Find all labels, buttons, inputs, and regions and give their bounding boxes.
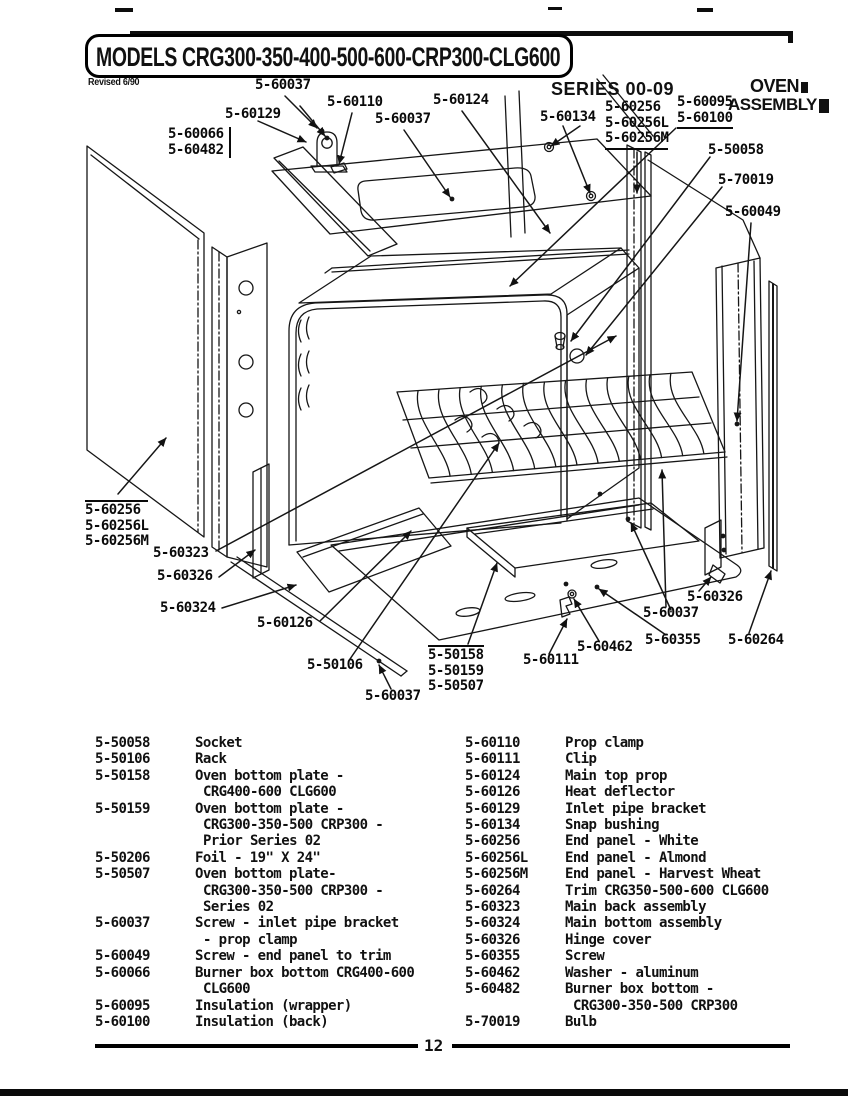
part-callout-line: 5-60326 xyxy=(157,568,213,584)
part-callout-line: 5-60100 xyxy=(677,109,733,126)
part-description: Washer - aluminum xyxy=(565,964,699,981)
part-description-continued: Prior Series 02 xyxy=(203,833,321,850)
leader-line xyxy=(586,187,722,355)
page-bottom-rule xyxy=(0,1089,848,1096)
parts-row xyxy=(465,915,769,931)
part-description: Trim CRG350-500-600 CLG600 xyxy=(565,882,769,899)
part-callout-line: 5-50106 xyxy=(307,657,363,673)
parts-row xyxy=(95,801,414,817)
parts-col-left xyxy=(95,735,414,1030)
part-description: Hinge cover xyxy=(565,931,652,948)
part-description: End panel - Almond xyxy=(565,849,706,866)
part-number: 5-70019 xyxy=(465,1013,520,1030)
part-number: 5-60323 xyxy=(465,899,520,916)
part-callout xyxy=(577,640,633,656)
part-number: 5-60110 xyxy=(465,735,520,751)
part-callout xyxy=(643,606,699,622)
leader-line xyxy=(551,126,580,146)
part-description-continued: CRG300-350-500 CRP300 - xyxy=(203,882,384,899)
series-label: SERIES 00-09 xyxy=(551,79,675,99)
part-callout-line: 5-60323 xyxy=(153,545,209,561)
footer-rule-left xyxy=(95,1044,418,1048)
part-description: Rack xyxy=(195,751,227,768)
parts-row xyxy=(465,768,769,784)
part-number: 5-60111 xyxy=(465,751,520,768)
leader-line xyxy=(563,126,590,193)
models-title: MODELS CRG300-350-400-500-600-CRP300-CLG600 xyxy=(96,42,561,72)
part-callout-line: 5-60049 xyxy=(725,204,781,220)
part-number: 5-60482 xyxy=(465,981,520,998)
parts-row xyxy=(95,751,414,767)
part-number: 5-50158 xyxy=(95,767,150,784)
parts-row xyxy=(95,965,414,981)
part-callout-line: 5-60095 xyxy=(677,94,733,110)
screw-dot xyxy=(564,582,569,587)
part-number: 5-60037 xyxy=(95,915,150,932)
leader-line xyxy=(222,585,296,608)
part-description-continued: CRG300-350-500 CRP300 xyxy=(573,997,738,1014)
assembly-word-assembly: ASSEMBLY xyxy=(728,95,817,114)
parts-row xyxy=(465,850,769,866)
parts-row xyxy=(465,735,769,751)
screw-dot xyxy=(721,534,726,539)
part-callout-line: 5-60110 xyxy=(327,94,383,110)
part-callout xyxy=(153,546,209,562)
part-callout xyxy=(160,601,216,617)
part-callout xyxy=(375,112,431,128)
part-callout-line: 5-60324 xyxy=(160,600,216,616)
revised-date: Revised 6/90 xyxy=(88,77,140,88)
parts-row xyxy=(95,866,414,882)
part-callout xyxy=(307,658,363,674)
part-description: Oven bottom plate - xyxy=(195,767,344,784)
leader-line xyxy=(285,96,317,128)
parts-row xyxy=(465,899,769,915)
part-description-continued: - prop clamp xyxy=(203,931,297,948)
part-description: End panel - Harvest Wheat xyxy=(565,866,761,883)
leader-line xyxy=(216,336,616,551)
part-number: 5-50058 xyxy=(95,735,150,751)
oven-cavity xyxy=(289,248,639,545)
part-description: Prop clamp xyxy=(565,735,644,751)
footer-rule-right xyxy=(452,1044,790,1048)
part-callout-line: 5-60126 xyxy=(257,615,313,631)
leader-line xyxy=(662,470,666,607)
part-number: 5-60095 xyxy=(95,997,150,1014)
part-description: Insulation (wrapper) xyxy=(195,997,352,1014)
heat-deflector xyxy=(297,508,451,592)
oven-front-frame xyxy=(212,243,267,567)
part-callout-line: 5-60326 xyxy=(687,589,743,605)
part-callout-line: 5-60256L xyxy=(85,517,149,534)
part-description: Bulb xyxy=(565,1013,597,1030)
part-description-continued: CLG600 xyxy=(203,981,250,998)
part-number: 5-60100 xyxy=(95,1013,150,1030)
parts-row xyxy=(465,866,769,882)
parts-col-right xyxy=(465,735,769,1030)
part-callout xyxy=(725,205,781,221)
part-number: 5-60126 xyxy=(465,784,520,801)
part-number: 5-60324 xyxy=(465,915,520,932)
part-callout xyxy=(433,93,489,109)
burner-box-bottom xyxy=(274,147,397,256)
part-callout-line: 5-60037 xyxy=(365,688,421,704)
part-callout-line: 5-60256 xyxy=(85,502,141,518)
part-callout xyxy=(645,633,701,649)
trim-strips xyxy=(769,281,777,571)
part-callout-line: 5-50507 xyxy=(428,678,484,694)
part-callout xyxy=(255,78,311,94)
parts-row xyxy=(95,850,414,866)
part-callout-line: 5-60124 xyxy=(433,92,489,108)
part-description: Clip xyxy=(565,751,597,768)
part-description: Snap bushing xyxy=(565,817,659,834)
part-callout-line: 5-50058 xyxy=(708,142,764,158)
part-callout-line: 5-60462 xyxy=(577,639,633,655)
parts-row xyxy=(465,932,769,948)
part-callout-line: 5-60037 xyxy=(643,605,699,621)
right-end-panel xyxy=(716,258,764,558)
part-callout-line: 5-60066 xyxy=(168,126,224,142)
parts-row xyxy=(465,751,769,767)
parts-row xyxy=(465,965,769,981)
part-description: Oven bottom plate- xyxy=(195,866,336,883)
part-callout xyxy=(728,633,784,649)
leader-line xyxy=(339,113,352,164)
part-number: 5-50206 xyxy=(95,849,150,866)
leader-line xyxy=(574,599,599,641)
part-callout-line: 5-60111 xyxy=(523,652,579,668)
part-callout xyxy=(225,107,281,123)
parts-row xyxy=(95,998,414,1014)
part-number: 5-60129 xyxy=(465,800,520,817)
part-number: 5-60124 xyxy=(465,767,520,784)
part-callout xyxy=(257,616,313,632)
part-callout xyxy=(677,95,733,129)
part-description: Screw - inlet pipe bracket xyxy=(195,915,399,932)
parts-row xyxy=(95,948,414,964)
clip xyxy=(560,597,572,617)
screw-dot xyxy=(722,548,727,553)
parts-row xyxy=(465,833,769,849)
part-description: Burner box bottom CRG400-600 xyxy=(195,964,415,981)
part-number: 5-50507 xyxy=(95,866,150,883)
parts-row xyxy=(465,981,769,997)
screw-dot xyxy=(626,517,631,522)
part-description: Main top prop xyxy=(565,767,667,784)
part-callout-line: 5-60037 xyxy=(375,111,431,127)
leader-line xyxy=(219,550,255,577)
part-number: 5-60355 xyxy=(465,948,520,965)
parts-row xyxy=(465,948,769,964)
part-number: 5-60256M xyxy=(465,866,528,883)
part-callout xyxy=(523,653,579,669)
part-callout xyxy=(708,143,764,159)
leader-line xyxy=(258,121,306,142)
part-description: Burner box bottom - xyxy=(565,981,714,998)
part-description-continued: CRG300-350-500 CRP300 - xyxy=(203,817,384,834)
bulb xyxy=(570,349,584,363)
snap-bushings xyxy=(545,143,596,201)
part-callout xyxy=(428,645,484,695)
parts-row xyxy=(95,735,414,751)
part-callout xyxy=(718,173,774,189)
leader-line xyxy=(468,563,497,644)
page-number: 12 xyxy=(424,1036,444,1055)
part-callout-line: 5-60256 xyxy=(605,99,661,115)
fasteners xyxy=(320,129,740,664)
parts-row xyxy=(465,817,769,833)
part-callout-line: 5-70019 xyxy=(718,172,774,188)
part-description: End panel - White xyxy=(565,833,699,850)
part-description: Insulation (back) xyxy=(195,1013,329,1030)
part-callout-line: 5-60264 xyxy=(728,632,784,648)
leader-line xyxy=(300,106,325,136)
part-callout-line: 5-60256M xyxy=(605,130,669,146)
part-callout-line: 5-50159 xyxy=(428,662,484,679)
leader-line xyxy=(749,571,771,633)
lamp-socket xyxy=(555,333,565,350)
part-callout-line: 5-60037 xyxy=(255,77,311,93)
part-description: Oven bottom plate - xyxy=(195,800,344,817)
parts-row xyxy=(95,915,414,931)
washer xyxy=(568,590,576,598)
parts-row xyxy=(95,768,414,784)
hinge-cover-right xyxy=(705,520,725,583)
part-callout-line: 5-60256M xyxy=(85,533,149,549)
part-number: 5-60256L xyxy=(465,849,528,866)
part-number: 5-60256 xyxy=(465,833,520,850)
part-callout-line: 5-60256L xyxy=(605,114,669,131)
part-description: Main back assembly xyxy=(565,899,706,916)
part-description: Heat deflector xyxy=(565,784,675,801)
part-callout xyxy=(540,110,596,126)
part-description: Socket xyxy=(195,735,242,751)
leader-line xyxy=(549,619,567,654)
screw-dot xyxy=(735,422,740,427)
assembly-word-oven: OVEN xyxy=(750,76,800,96)
parts-row xyxy=(465,1014,769,1030)
leader-line xyxy=(118,438,166,494)
part-callout xyxy=(85,500,148,550)
part-description: Foil - 19" X 24" xyxy=(195,849,321,866)
part-number: 5-50106 xyxy=(95,751,150,768)
part-description: Screw xyxy=(565,948,605,965)
part-description: Main bottom assembly xyxy=(565,915,722,932)
part-callout xyxy=(327,95,383,111)
part-callout xyxy=(605,100,668,150)
part-callout-line: 5-60355 xyxy=(645,632,701,648)
part-callout-line: 5-50158 xyxy=(428,647,484,663)
leader-line xyxy=(404,130,450,197)
parts-row xyxy=(465,784,769,800)
part-description: Screw - end panel to trim xyxy=(195,948,391,965)
part-number: 5-60134 xyxy=(465,817,520,834)
part-callout xyxy=(168,127,231,158)
part-callout xyxy=(157,569,213,585)
part-callout xyxy=(365,689,421,705)
part-number: 5-60066 xyxy=(95,964,150,981)
part-number: 5-60326 xyxy=(465,931,520,948)
part-callout-line: 5-60482 xyxy=(168,141,224,158)
part-description: Inlet pipe bracket xyxy=(565,800,706,817)
screw-dot xyxy=(598,492,603,497)
parts-row xyxy=(95,1014,414,1030)
part-callout-line: 5-60129 xyxy=(225,106,281,122)
part-number: 5-60264 xyxy=(465,882,520,899)
part-number: 5-50159 xyxy=(95,800,150,817)
parts-row xyxy=(465,801,769,817)
part-number: 5-60049 xyxy=(95,948,150,965)
main-top-prop-rod xyxy=(325,250,629,273)
parts-row xyxy=(465,883,769,899)
part-number: 5-60462 xyxy=(465,964,520,981)
part-description-continued: Series 02 xyxy=(203,899,274,916)
screw-dot xyxy=(377,659,382,664)
part-description-continued: CRG400-600 CLG600 xyxy=(203,784,337,801)
part-callout-line: 5-60134 xyxy=(540,109,596,125)
main-top-panel xyxy=(272,139,651,234)
part-callout xyxy=(687,590,743,606)
left-end-panel xyxy=(87,146,204,537)
